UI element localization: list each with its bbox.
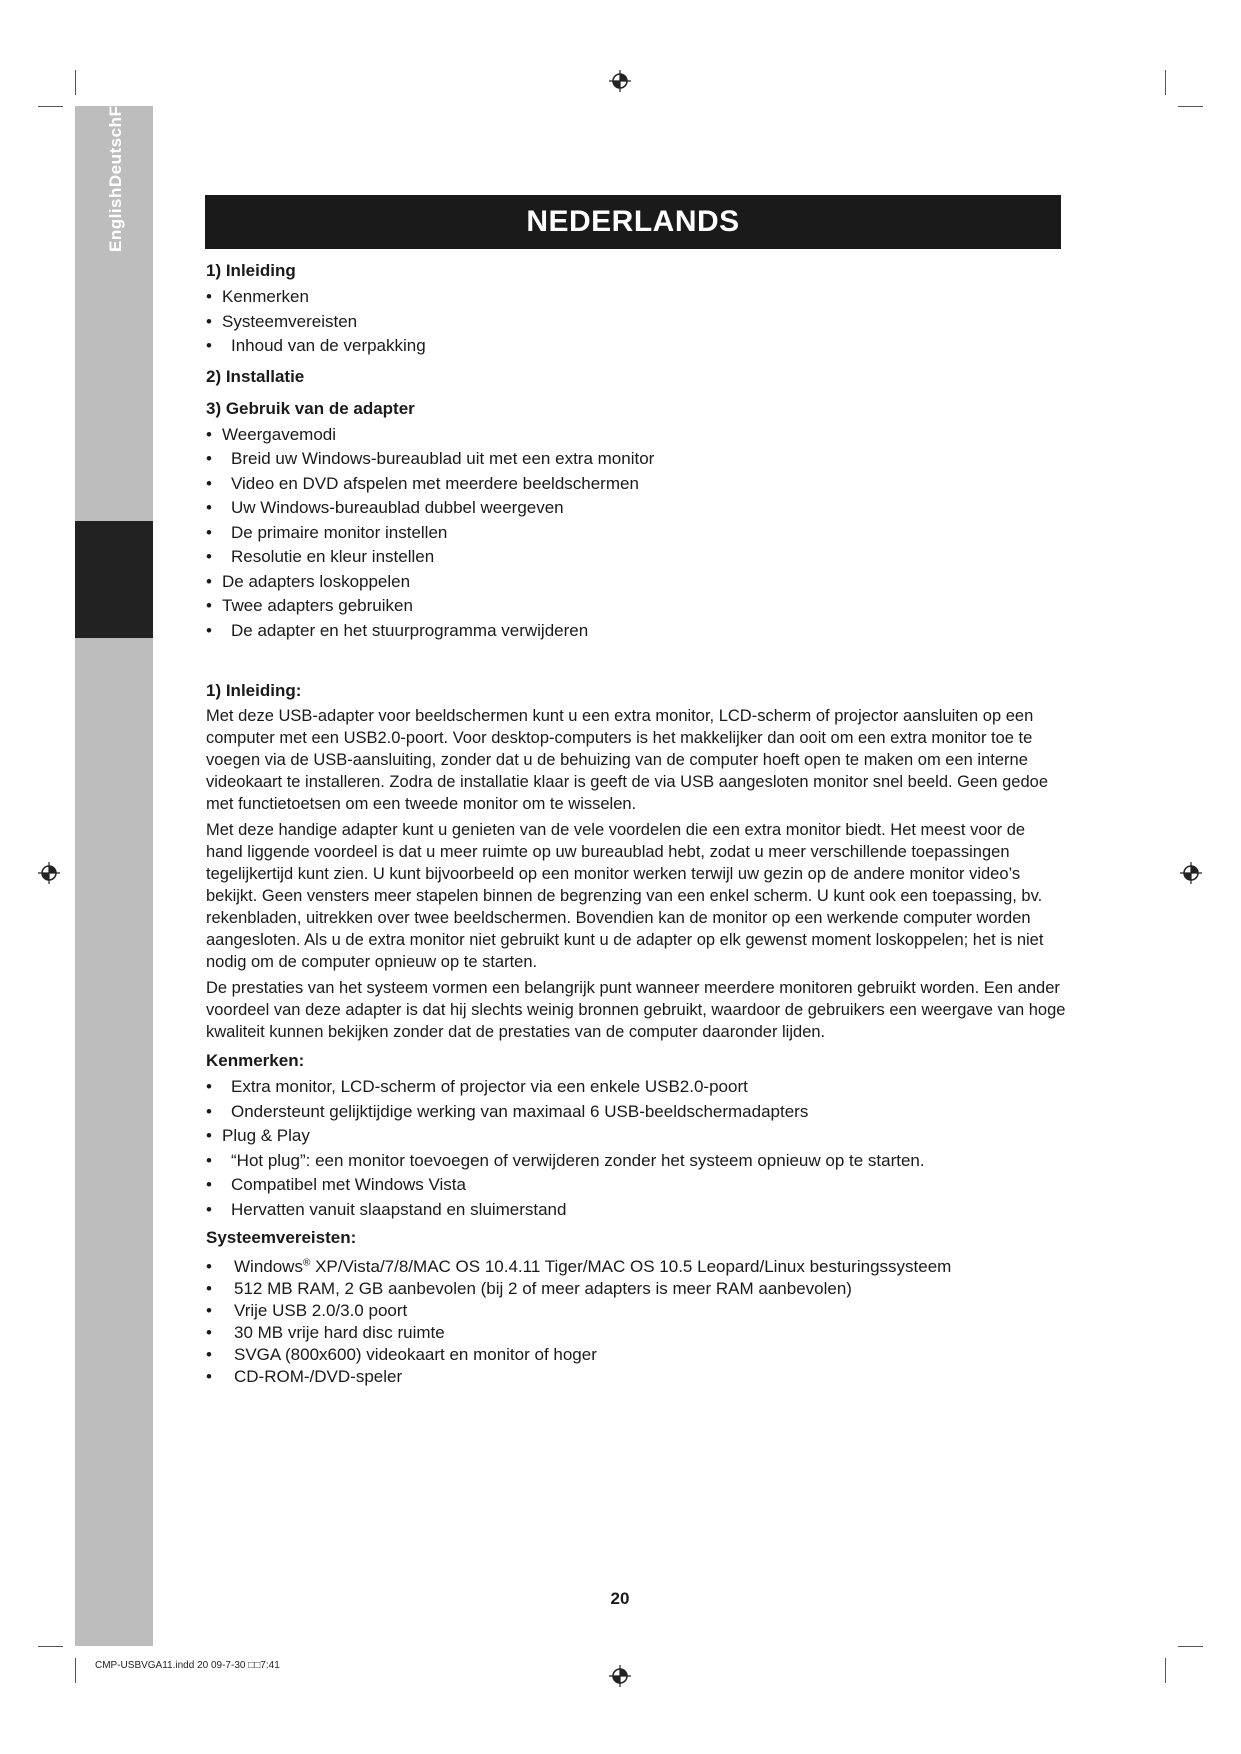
requirement-item: • SVGA (800x600) videokaart en monitor of hoger [206,1344,1066,1366]
toc-item: • Kenmerken [206,285,1066,310]
requirement-os-prefix: Windows [234,1257,303,1276]
requirement-item: • CD-ROM-/DVD-speler [206,1366,1066,1388]
toc-item: • Video en DVD afspelen met meerdere beeldschermen [206,472,1066,497]
toc-item: • De adapters loskoppelen [206,570,1066,595]
features-list [206,1075,1066,1222]
section-heading: 1) Inleiding: [206,681,302,700]
section-heading: Kenmerken: [206,1051,305,1070]
crop-mark [75,1658,76,1683]
toc-item: • De adapter en het stuurprogramma verwijderen [206,619,1066,644]
section-heading: Systeemvereisten: [206,1228,357,1247]
page-number: 20 [610,1589,630,1608]
crop-mark [1178,106,1203,107]
toc-section-heading: 2) Installatie [206,366,305,386]
registered-mark: ® [302,1257,311,1269]
crop-mark [75,70,76,95]
registration-mark-icon [38,862,60,884]
crop-mark [1178,1646,1203,1647]
intro-paragraph: De prestaties van het systeem vormen een belangrijk punt wanneer meerdere monitoren gebruikt worden. Een ander voordeel van deze adapter is dat hij slechts weinig bronnen gebruikt, waardoor de gebruikers een weergave van hoge kwaliteit kunnen bekijken zonder dat de prestaties van de computer daaronder lijden. [206,979,1066,1041]
requirement-item: • 30 MB vrije hard disc ruimte [206,1322,1066,1344]
registration-mark-icon [1180,862,1202,884]
crop-mark [38,106,63,107]
language-tab-label: EnglishDeutschF [106,106,125,252]
toc-item: • Twee adapters gebruiken [206,594,1066,619]
feature-item: • Ondersteunt gelijktijdige werking van maximaal 6 USB-beeldschermadapters [206,1100,1066,1125]
toc-section-heading: 1) Inleiding [206,261,296,280]
toc-item: • Resolutie en kleur instellen [206,545,1066,570]
active-language-marker [75,521,153,638]
feature-item: • “Hot plug”: een monitor toevoegen of verwijderen zonder het systeem opnieuw op te starten. [206,1149,1066,1174]
crop-mark [38,1646,63,1647]
feature-item: • Extra monitor, LCD-scherm of projector via een enkele USB2.0-poort [206,1075,1066,1100]
registration-mark-icon [609,70,631,92]
requirement-item: • 512 MB RAM, 2 GB aanbevolen (bij 2 of meer adapters is meer RAM aanbevolen) [206,1278,1066,1300]
requirement-item: • Vrije USB 2.0/3.0 poort [206,1300,1066,1322]
requirements-list [206,1256,1066,1388]
requirement-item [206,1256,1066,1278]
toc-section-heading: 3) Gebruik van de adapter [206,398,415,418]
page-title: NEDERLANDS [205,195,1061,249]
toc-item: • Systeemvereisten [206,310,1066,335]
toc-list [206,423,1066,644]
toc-item: • Breid uw Windows-bureaublad uit met een extra monitor [206,447,1066,472]
toc-item: • Inhoud van de verpakking [206,334,1066,359]
toc-item: • Weergavemodi [206,423,1066,448]
print-slug: CMP-USBVGA11.indd 20 09-7-30 □□7:41 [95,1660,280,1671]
toc-item: • Uw Windows-bureaublad dubbel weergeven [206,496,1066,521]
language-side-strip [75,106,153,1646]
feature-item: • Plug & Play [206,1124,1066,1149]
registration-mark-icon [609,1665,631,1687]
crop-mark [1165,1658,1166,1683]
intro-paragraph: Met deze handige adapter kunt u genieten van de vele voordelen die een extra monitor biedt. Het meest voor de hand liggende voordeel is dat u meer ruimte op uw bureaublad hebt, zodat u meer verschillende toepassingen tegelijkertijd kunt zien. U kunt bijvoorbeeld op een monitor werken terwijl uw gezin op de andere monitor video’s bekijkt. Geen vensters meer stapelen binnen de begrenzing van een enkel scherm. U kunt ook een toepassing, bv. rekenbladen, uitrekken over twee beeldschermen. Bovendien kan de monitor op een werkende computer worden aangesloten. Als u de extra monitor niet gebruikt kunt u de adapter op elk gewenst moment loskoppelen; het is niet nodig om de computer opnieuw op te starten. [206,821,1044,971]
requirement-os-rest: XP/Vista/7/8/MAC OS 10.4.11 Tiger/MAC OS 10.5 Leopard/Linux besturingssysteem [310,1257,952,1276]
feature-item: • Compatibel met Windows Vista [206,1173,1066,1198]
crop-mark [1165,70,1166,95]
document-body [206,257,1066,1388]
toc-list [206,285,1066,359]
intro-paragraph: Met deze USB-adapter voor beeldschermen kunt u een extra monitor, LCD-scherm of projector aansluiten op een computer met een USB2.0-poort. Voor desktop-computers is het makkelijker dan ooit om een extra monitor toe te voegen via de USB-aansluiting, zonder dat u de behuizing van de computer hoeft open te maken om een interne videokaart te installeren. Zodra de installatie klaar is geeft de via USB aangesloten monitor snel beeld. Geen gedoe met functietoetsen om een tweede monitor om te wisselen. [206,707,1049,813]
feature-item: • Hervatten vanuit slaapstand en sluimerstand [206,1198,1066,1223]
toc-item: • De primaire monitor instellen [206,521,1066,546]
